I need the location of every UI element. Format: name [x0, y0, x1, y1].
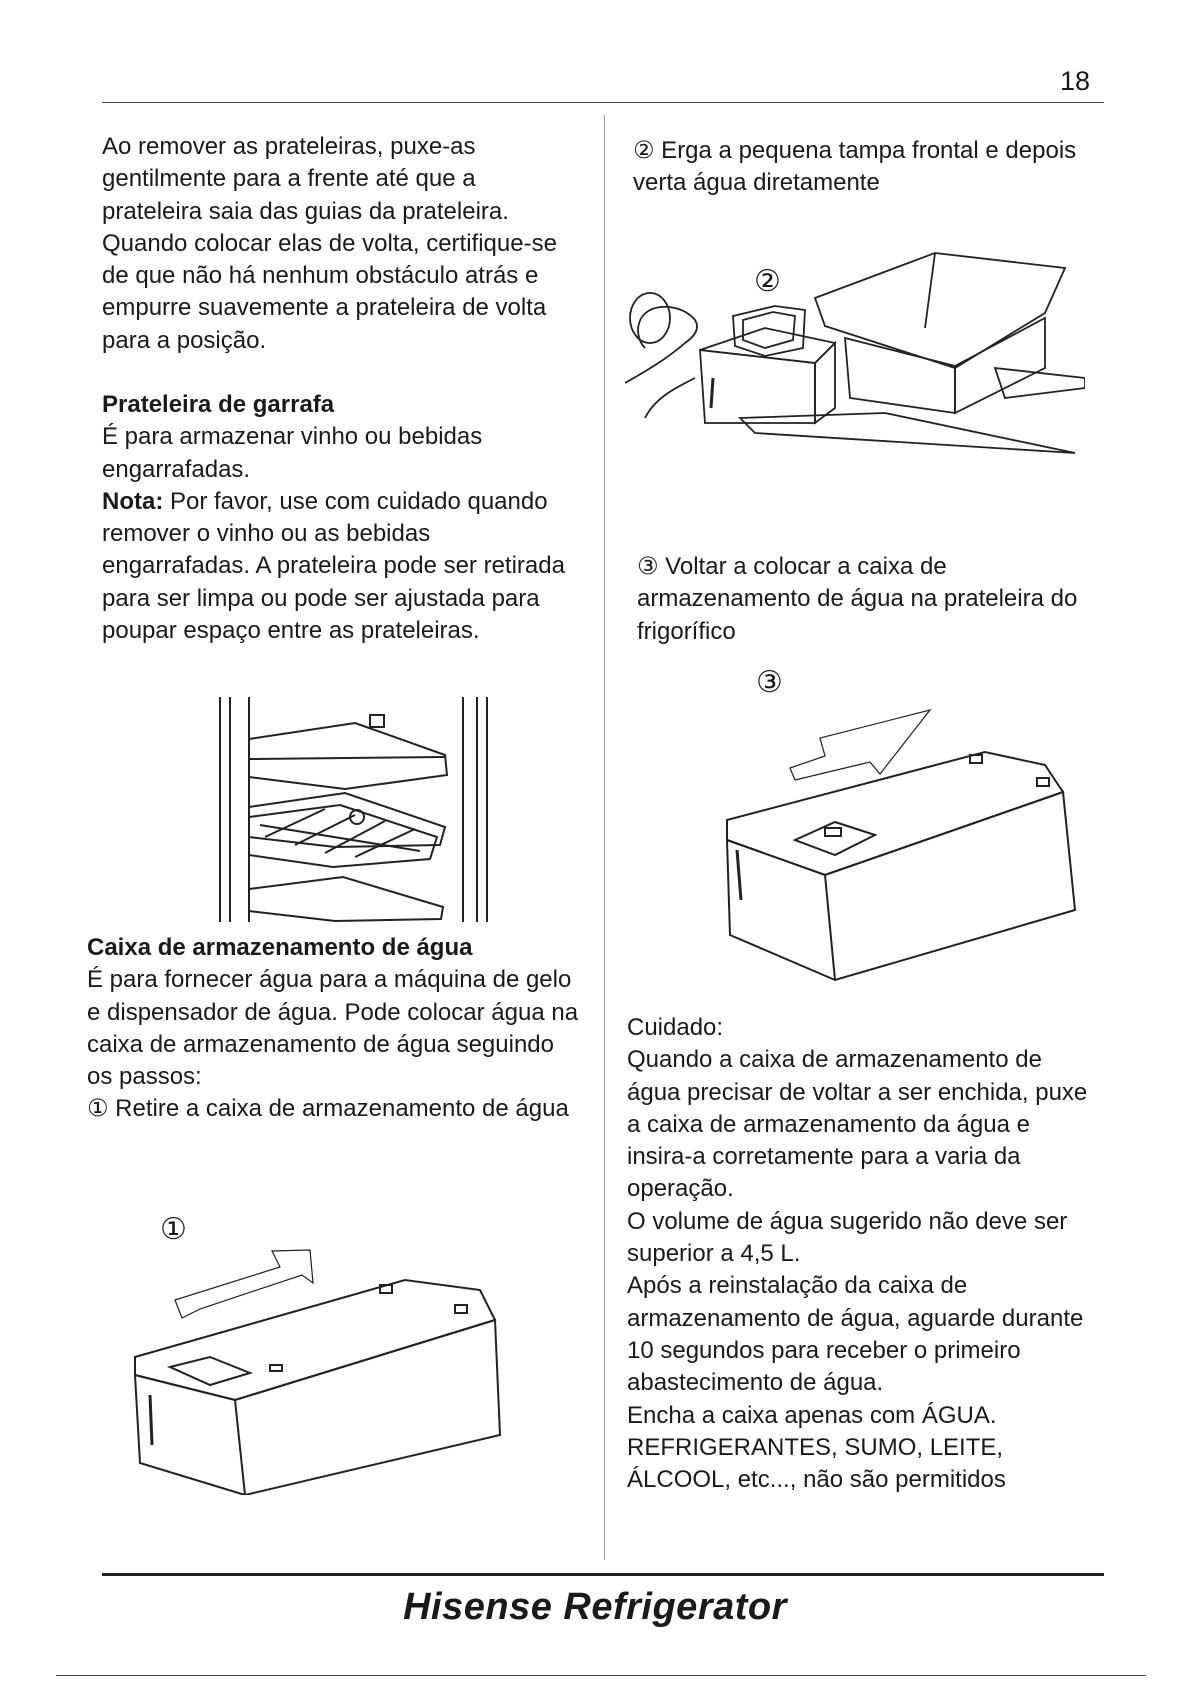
caution-paragraph-1: Quando a caixa de armazenamento de água precisar de voltar a ser enchida, puxe a caixa de armazenamento da água e insira-a corretamente para a varia da operação.: [627, 1046, 1088, 1203]
brand-footer: Hisense Refrigerator: [403, 1586, 787, 1628]
step1-remove-box-illustration: [130, 1245, 510, 1495]
note-text: Por favor, use com cuidado quando remover o vinho ou as bebidas engarrafadas. A prateleira pode ser retirada para ser limpa ou pode ser ajustada para poupar espaço entre as prateleiras.: [102, 487, 565, 645]
water-box-section: [87, 932, 582, 1126]
water-box-title: Caixa de armazenamento de água: [87, 934, 473, 961]
water-box-text: É para fornecer água para a máquina de gelo e dispensador de água. Pode colocar água na caixa de armazenamento de água seguindo os passos:: [87, 966, 579, 1091]
bottle-shelf-title: Prateleira de garrafa: [102, 391, 335, 418]
caution-title: Cuidado:: [627, 1014, 724, 1041]
page-number: 18: [1060, 66, 1091, 96]
caution-section: [627, 1012, 1097, 1496]
column-divider: [604, 115, 605, 1560]
step3-text: ③ Voltar a colocar a caixa de armazenamento de água na prateleira do frigorífico: [637, 553, 1078, 645]
step2-text: ② Erga a pequena tampa frontal e depois verta água diretamente: [633, 137, 1077, 197]
step2-marker: ②: [754, 265, 781, 298]
step3-replace-box-illustration: [725, 700, 1095, 985]
bottle-shelf-text: É para armazenar vinho ou bebidas engarrafadas.: [102, 423, 483, 483]
note-label: Nota:: [102, 487, 164, 515]
step3-marker: ③: [756, 666, 783, 699]
bottle-shelf-illustration: [215, 697, 505, 922]
step1-marker: ①: [160, 1213, 187, 1246]
caution-paragraph-2: O volume de água sugerido não deve ser superior a 4,5 L.: [627, 1207, 1068, 1268]
step1-text: ① Retire a caixa de armazenamento de água: [87, 1095, 569, 1123]
bottle-shelf-section: [102, 389, 572, 647]
header-divider: [102, 102, 1104, 103]
page-bottom-divider: [56, 1675, 1146, 1676]
caution-paragraph-3: Após a reinstalação da caixa de armazenamento de água, aguarde durante 10 segundos para receber o primeiro abastecimento de água.: [627, 1272, 1084, 1397]
step2-fill-water-illustration: [625, 248, 1085, 468]
caution-paragraph-4: Encha a caixa apenas com ÁGUA. REFRIGERANTES, SUMO, LEITE, ÁLCOOL, etc..., não são permitidos: [627, 1401, 1006, 1494]
bottle-shelf-note: [102, 486, 572, 647]
footer-divider: [102, 1573, 1104, 1576]
intro-paragraph: Ao remover as prateleiras, puxe-as gentilmente para a frente até que a prateleira saia das guias da prateleira. Quando colocar elas de volta, certifique-se de que não há nenhum obstáculo atrás e empurre suavemente a prateleira de volta para a posição.: [102, 133, 557, 354]
